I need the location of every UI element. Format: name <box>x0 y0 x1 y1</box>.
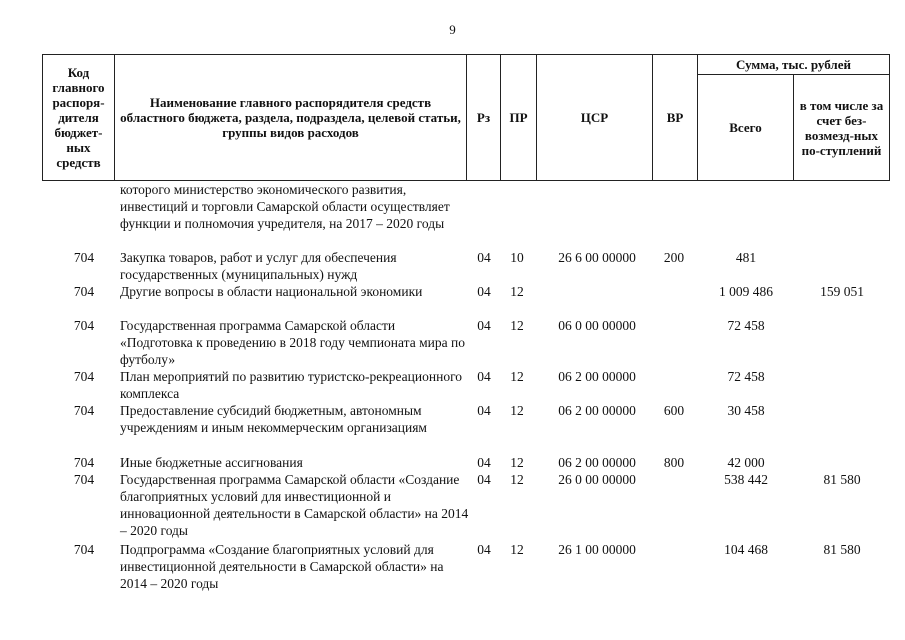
page-number: 9 <box>449 22 456 37</box>
cell-rz: 04 <box>477 284 491 299</box>
cell-csr: 06 2 00 00000 <box>558 455 636 470</box>
header-rz: Рз <box>467 55 501 180</box>
cell-total: 72 458 <box>727 318 765 333</box>
cell-code: 704 <box>73 403 95 418</box>
cell-csr: 06 2 00 00000 <box>558 369 636 384</box>
cell-name: Государственная программа Самарской области «Создание благоприятных условий для инвестиционной и инновационной деятельности в Самарской области» на 2014 – 2020 годы <box>120 472 469 538</box>
cell-csr: 06 0 00 00000 <box>558 318 636 333</box>
cell-rz: 04 <box>477 318 491 333</box>
header-grants: в том числе за счет без-возмезд-ных по-ступлений <box>799 97 884 158</box>
table-header <box>42 54 890 181</box>
cell-pr: 12 <box>510 542 524 557</box>
cell-total: 42 000 <box>727 455 765 470</box>
cell-pr: 12 <box>510 318 524 333</box>
cell-total: 538 442 <box>724 472 768 487</box>
cell-csr: 26 1 00 00000 <box>558 542 636 557</box>
cell-name: Подпрограмма «Создание благоприятных условий для инвестиционной деятельности в Самарской области» на 2014 – 2020 годы <box>120 542 444 591</box>
cell-code: 704 <box>73 318 95 333</box>
cell-rz: 04 <box>477 542 491 557</box>
header-vr: ВР <box>653 55 698 180</box>
header-name: Наименование главного распорядителя средств областного бюджета, раздела, подраздела, целевой статьи, группы видов расходов <box>115 55 467 180</box>
header-sum: Сумма, тыс. рублей <box>698 55 889 75</box>
cell-rz: 04 <box>477 250 491 265</box>
cell-name: Государственная программа Самарской области «Подготовка к проведению в 2018 году чемпионата мира по футболу» <box>120 318 465 367</box>
cell-code: 704 <box>73 472 95 487</box>
cell-name: План мероприятий по развитию туристско-рекреационного комплекса <box>120 369 463 401</box>
cell-vr: 600 <box>663 403 685 418</box>
header-pr: ПР <box>501 55 537 180</box>
cell-code: 704 <box>73 542 95 557</box>
cell-rz: 04 <box>477 369 491 384</box>
cell-csr: 06 2 00 00000 <box>558 403 636 418</box>
header-code: Код главного распоря-дителя бюджет-ных средств <box>43 55 115 180</box>
cell-csr: 26 0 00 00000 <box>558 472 636 487</box>
cell-code: 704 <box>73 455 95 470</box>
cell-total: 481 <box>735 250 757 265</box>
cell-vr: 800 <box>663 455 685 470</box>
cell-grants: 81 580 <box>823 542 861 557</box>
cell-code: 704 <box>73 250 95 265</box>
cell-vr: 200 <box>663 250 685 265</box>
cell-rz: 04 <box>477 455 491 470</box>
cell-rz: 04 <box>477 472 491 487</box>
header-csr: ЦСР <box>537 55 653 180</box>
cell-total: 1 009 486 <box>719 284 773 299</box>
cell-csr: 26 6 00 00000 <box>558 250 636 265</box>
cell-name: Другие вопросы в области национальной экономики <box>120 284 423 299</box>
cell-total: 72 458 <box>727 369 765 384</box>
header-total: Всего <box>698 75 794 180</box>
cell-pr: 12 <box>510 284 524 299</box>
cell-grants: 81 580 <box>823 472 861 487</box>
cell-name: Закупка товаров, работ и услуг для обеспечения государственных (муниципальных) нужд <box>120 250 397 282</box>
cell-pr: 12 <box>510 403 524 418</box>
cell-name: Иные бюджетные ассигнования <box>120 455 303 470</box>
cell-code: 704 <box>73 284 95 299</box>
cell-pr: 12 <box>510 369 524 384</box>
cell-total: 30 458 <box>727 403 765 418</box>
cell-total: 104 468 <box>724 542 768 557</box>
cell-grants: 159 051 <box>820 284 864 299</box>
cell-pr: 10 <box>510 250 524 265</box>
cell-rz: 04 <box>477 403 491 418</box>
cell-pr: 12 <box>510 455 524 470</box>
cell-code: 704 <box>73 369 95 384</box>
cell-name: которого министерство экономического развития, инвестиций и торговли Самарской области осуществляет функции и полномочия учредителя, на 2017 – 2020 годы <box>120 182 450 231</box>
cell-name: Предоставление субсидий бюджетным, автономным учреждениям и иным некоммерческим организациям <box>120 403 427 435</box>
cell-pr: 12 <box>510 472 524 487</box>
